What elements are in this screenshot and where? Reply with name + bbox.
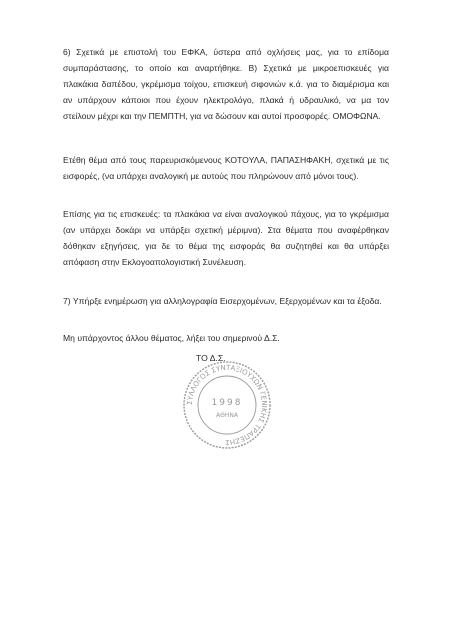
paragraph-contributions-issue: Ετέθη θέμα από τους παρευρισκόμενους ΚΟΤΟΥΛΑ, ΠΑΠΑΣΗΦΑΚΗ, σχετικά με τις εισφορές, (να υπάρχει αναλογική με αυτούς που πληρώνουν από μόνοι τους).: [63, 155, 389, 181]
seal-outer-text: ΣΥΛΛΟΓΟΣ ΣΥΝΤΑΞΙΟΥΧΩΝ ΓΕΝΙΚΗΣ ΤΡΑΠΕΖΗΣ: [185, 363, 269, 447]
seal-city: ΑΘΗΝΑ: [216, 412, 238, 419]
seal-year: 1998: [211, 398, 243, 408]
signature-label: ΤΟ Δ.Σ.: [196, 353, 226, 363]
paragraph-item-6: 6) Σχετικά με επιστολή του ΕΦΚΑ, ύστερα από οχλήσεις μας, για το επίδομα συμπαράστασης, το οποίο και αναρτήθηκε. Β) Σχετικά με μικροεπισκευές για πλακάκια δαπέδου, γκρέμισμα τοίχου, επισκευή σιφονιών κ.ά. για το διαμέρισμα και αν υπάρχουν κάποιοι που έχουν ηλεκτρολόγο, πλακά ή υδραυλικό, να μα τον στείλουν μέχρι και την ΠΕΜΠΤΗ, για να δώσουν και αυτοί προσφορές. ΟΜΟΦΩΝΑ.: [63, 47, 389, 121]
association-seal-stamp: [179, 357, 275, 453]
paragraph-item-7: 7) Υπήρξε ενημέρωση για αλληλογραφία Εισερχομένων, Εξερχομένων και τα έξοδα.: [63, 296, 382, 306]
paragraph-closing: Μη υπάρχοντος άλλου θέματος, λήξει του σημερινού Δ.Σ.: [63, 333, 280, 343]
paragraph-repairs: Επίσης για τις επισκευές: τα πλακάκια να είναι αναλογικού πάχους, για το γκρέμισμα (αν υπάρχει δοκάρι να υπάρξει σχετική μέριμνα). Στα θέματα που αναφέρθηκαν δόθηκαν εξηγήσεις, για δε το θέμα της εισφοράς θα συζητηθεί και θα υπάρξει απόφαση στην Εκλογοαπολογιστική Συνέλευση.: [63, 209, 389, 267]
